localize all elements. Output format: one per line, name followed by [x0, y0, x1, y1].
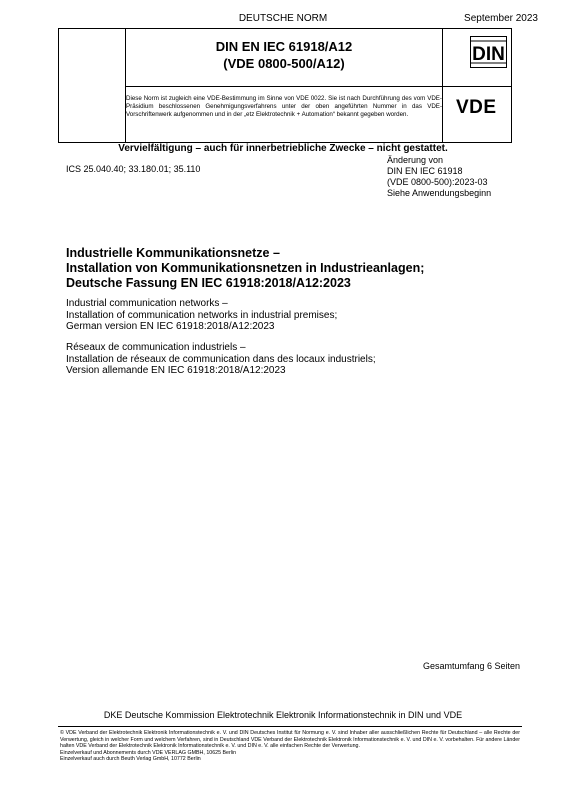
title-french-line: Installation de réseaux de communication dans des locaux industriels;	[66, 353, 376, 365]
header-divider	[125, 86, 511, 87]
sales-vde: Einzelverkauf und Abonnements durch VDE VERLAG GMBH, 10625 Berlin	[60, 749, 237, 756]
amendment-info	[387, 155, 491, 199]
publication-date: September 2023	[464, 13, 538, 24]
title-english	[66, 298, 337, 333]
title-english-line: Industrial communication networks –	[66, 298, 228, 309]
ics-codes: ICS 25.040.40; 33.180.01; 35.110	[66, 164, 201, 174]
vde-logo: VDE	[456, 97, 497, 118]
title-french-line: Réseaux de communication industriels –	[66, 342, 246, 353]
standard-number: DIN EN IEC 61918/A12	[215, 39, 353, 54]
sales-beuth: Einzelverkauf auch durch Beuth Verlag GmbH, 10772 Berlin	[60, 756, 201, 763]
title-english-line: German version EN IEC 61918:2018/A12:2023	[66, 321, 275, 332]
footer	[60, 730, 520, 763]
reproduction-notice: Vervielfältigung – auch für innerbetriebliche Zwecke – nicht gestattet.	[118, 143, 448, 154]
title-french	[66, 342, 376, 377]
title-german-line: Deutsche Fassung EN IEC 61918:2018/A12:2023	[66, 276, 351, 290]
amendment-line: Siehe Anwendungsbeginn	[387, 188, 492, 198]
standard-number-block	[126, 38, 442, 72]
din-logo-text: DIN	[472, 44, 505, 65]
vde-number: (VDE 0800-500/A12)	[223, 56, 345, 71]
amendment-line: Änderung von	[387, 155, 444, 165]
amendment-line: (VDE 0800-500):2023-03	[387, 177, 488, 187]
vde-note: Diese Norm ist zugleich eine VDE-Bestimmung im Sinne von VDE 0022. Sie ist nach Durchführung des vom VDE-Präsidium beschlossenen Genehmigungsverfahrens unter der oben angeführten Nummer in das VDE-Vorschriftenwerk aufgenommen und in der „etz Elektrotechnik + Automation“ bekannt gegeben worden.	[126, 95, 442, 119]
committee: DKE Deutsche Kommission Elektrotechnik Elektronik Informationstechnik in DIN und VDE	[103, 710, 463, 720]
document-category: DEUTSCHE NORM	[238, 13, 328, 24]
title-german	[66, 246, 424, 291]
total-pages: Gesamtumfang 6 Seiten	[422, 661, 520, 671]
title-german-line: Industrielle Kommunikationsnetze –	[66, 246, 280, 260]
title-german-line: Installation von Kommunikationsnetzen in Industrieanlagen;	[66, 261, 425, 275]
din-logo	[470, 36, 507, 68]
copyright-notice: © VDE Verband der Elektrotechnik Elektronik Informationstechnik e. V. und DIN Deutsches Institut für Normung e. V. sind Inhaber aller ausschließlichen Rechte für Deutschland – alle Rechte der Verwertung, gleich in welcher Form und welchem Verfahren, sind in Deutschland VDE Verband der Elektrotechnik Elektronik Informationstechnik e. V. und DIN e. V. vorbehalten. Für andere Länder halten VDE Verband der Elektrotechnik Elektronik Informationstechnik e. V. und DIN e. V. alle einfachen Rechte der Verwertung.	[60, 730, 520, 750]
title-english-line: Installation of communication networks in industrial premises;	[66, 309, 338, 321]
footer-rule	[58, 726, 522, 727]
amendment-line: DIN EN IEC 61918	[387, 166, 463, 176]
title-french-line: Version allemande EN IEC 61918:2018/A12:2023	[66, 365, 286, 376]
